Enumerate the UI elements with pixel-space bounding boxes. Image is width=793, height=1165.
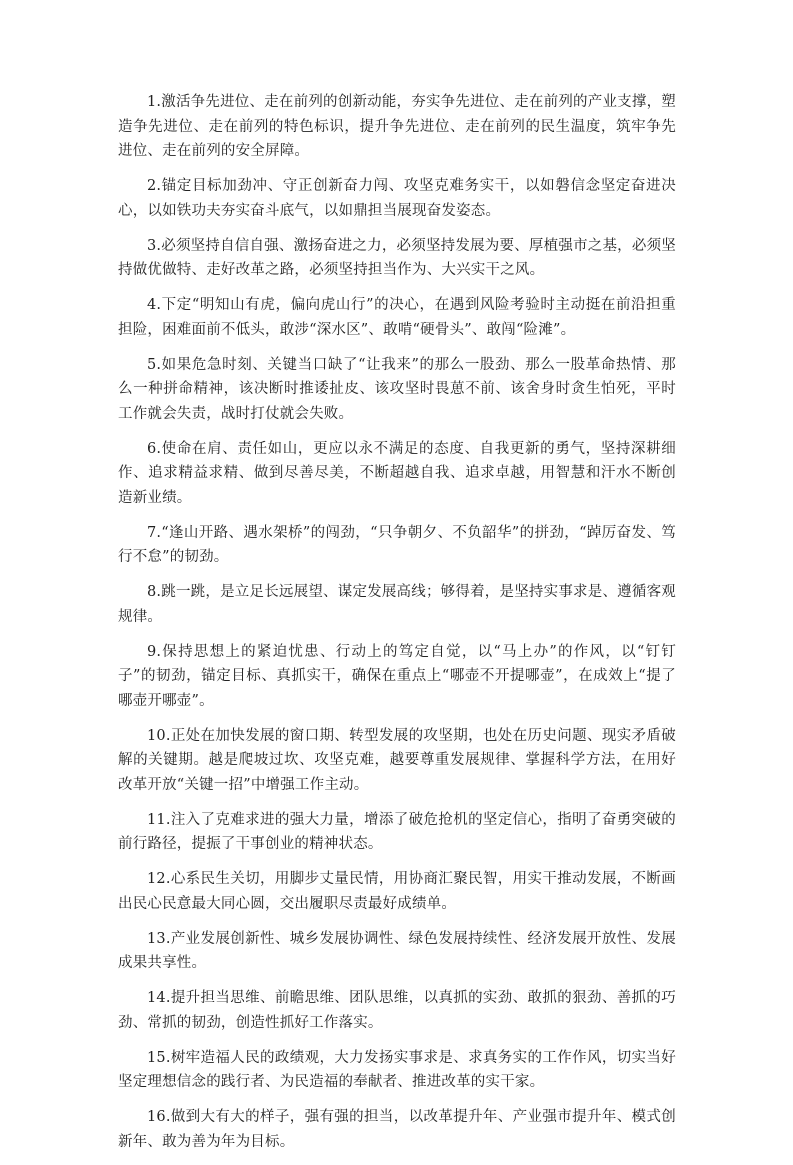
paragraph-5: 5.如果危急时刻、关键当口缺了“让我来”的那么一股劲、那么一股革命热情、那么一种拼命精神，该决断时推诿扯皮、该攻坚时畏葸不前、该舍身时贪生怕死，平时工作就会失责，战时打仗就会失败。 [118, 356, 676, 422]
paragraph-10: 10.正处在加快发展的窗口期、转型发展的攻坚期，也处在历史问题、现实矛盾破解的关键期。越是爬坡过坎、攻坚克难，越要尊重发展规律、掌握科学方法，在用好改革开放“关键一招”中增强工作主动。 [118, 727, 676, 793]
paragraph-11: 11.注入了克难求进的强大力量，增添了破危抢机的坚定信心，指明了奋勇突破的前行路径，提振了干事创业的精神状态。 [118, 811, 676, 852]
paragraph-9: 9.保持思想上的紧迫忧患、行动上的笃定自觉，以“马上办”的作风，以“钉钉子”的韧劲，锚定目标、真抓实干，确保在重点上“哪壶不开提哪壶”，在成效上“提了哪壶开哪壶”。 [118, 643, 676, 709]
paragraph-4: 4.下定“明知山有虎，偏向虎山行”的决心，在遇到风险考验时主动挺在前沿担重担险，困难面前不低头，敢涉“深水区”、敢啃“硬骨头”、敢闯“险滩”。 [118, 297, 676, 338]
paragraph-7: 7.“逢山开路、遇水架桥”的闯劲，“只争朝夕、不负韶华”的拼劲，“踔厉奋发、笃行不怠”的韧劲。 [118, 524, 676, 565]
document-body [118, 90, 676, 1165]
paragraph-16: 16.做到大有大的样子，强有强的担当，以改革提升年、产业强市提升年、模式创新年、敢为善为年为目标。 [118, 1109, 676, 1150]
paragraph-3: 3.必须坚持自信自强、激扬奋进之力，必须坚持发展为要、厚植强市之基，必须坚持做优做特、走好改革之路，必须坚持担当作为、大兴实干之风。 [118, 237, 676, 278]
paragraph-14: 14.提升担当思维、前瞻思维、团队思维，以真抓的实劲、敢抓的狠劲、善抓的巧劲、常抓的韧劲，创造性抓好工作落实。 [118, 990, 676, 1031]
paragraph-12: 12.心系民生关切，用脚步丈量民情，用协商汇聚民智，用实干推动发展，不断画出民心民意最大同心圆，交出履职尽责最好成绩单。 [118, 871, 676, 912]
paragraph-13: 13.产业发展创新性、城乡发展协调性、绿色发展持续性、经济发展开放性、发展成果共享性。 [118, 930, 676, 971]
paragraph-8: 8.跳一跳，是立足长远展望、谋定发展高线；够得着，是坚持实事求是、遵循客观规律。 [118, 584, 676, 625]
paragraph-2: 2.锚定目标加劲冲、守正创新奋力闯、攻坚克难务实干，以如磐信念坚定奋进决心，以如铁功夫夯实奋斗底气，以如鼎担当展现奋发姿态。 [118, 178, 676, 219]
paragraph-15: 15.树牢造福人民的政绩观，大力发扬实事求是、求真务实的工作作风，切实当好坚定理想信念的践行者、为民造福的奉献者、推进改革的实干家。 [118, 1049, 676, 1090]
paragraph-1: 1.激活争先进位、走在前列的创新动能，夯实争先进位、走在前列的产业支撑，塑造争先进位、走在前列的特色标识，提升争先进位、走在前列的民生温度，筑牢争先进位、走在前列的安全屏障。 [118, 94, 676, 159]
paragraph-6: 6.使命在肩、责任如山，更应以永不满足的态度、自我更新的勇气，坚持深耕细作、追求精益求精、做到尽善尽美，不断超越自我、追求卓越，用智慧和汗水不断创造新业绩。 [118, 440, 676, 506]
